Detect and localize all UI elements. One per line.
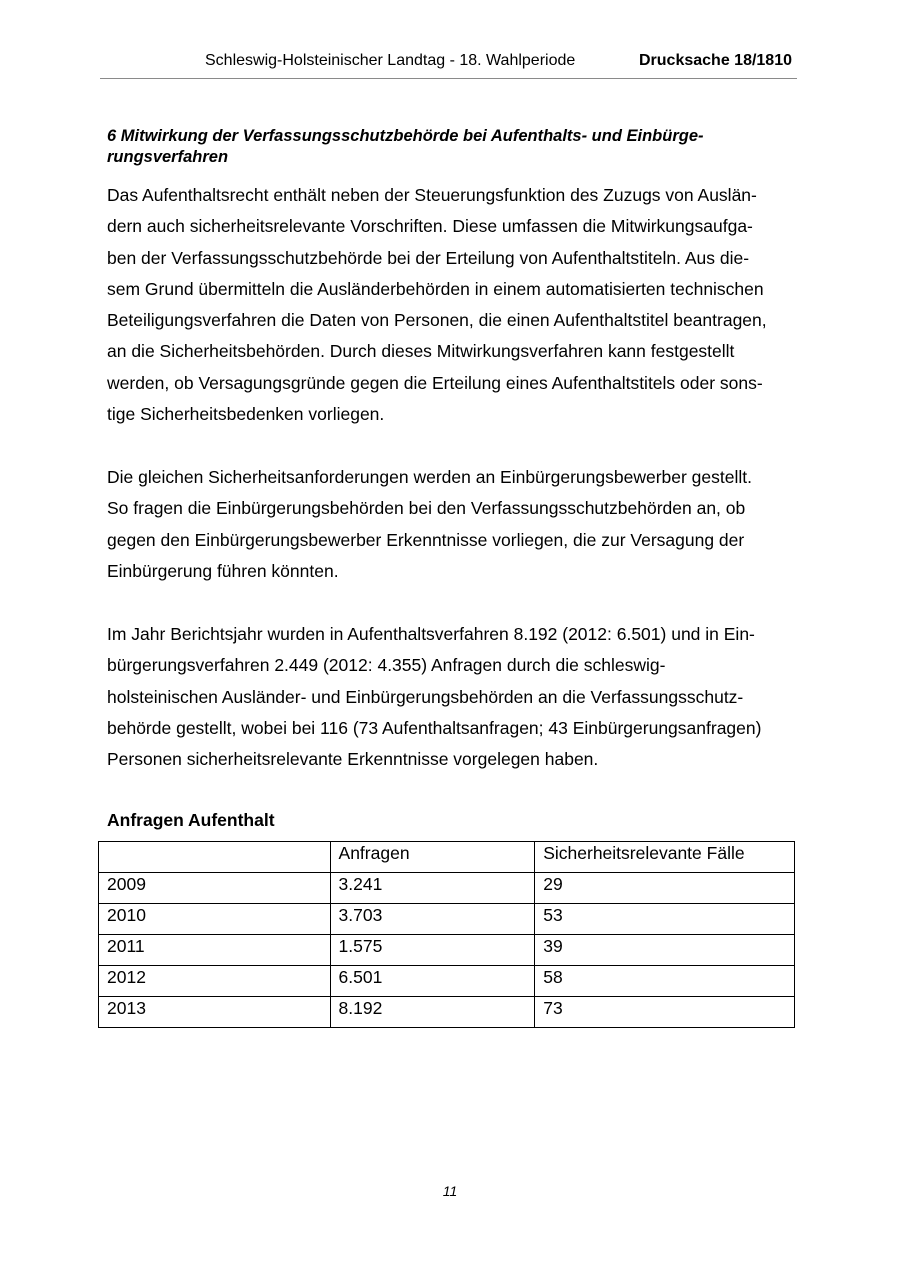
table-cell-year: 2012 [99, 966, 331, 997]
text-line: dern auch sicherheitsrelevante Vorschriften. Diese umfassen die Mitwirkungsaufga- [107, 216, 753, 237]
table-cell-relevant-cases: 53 [535, 904, 795, 935]
section-heading-line: 6 Mitwirkung der Verfassungsschutzbehörde bei Aufenthalts- und Einbürge- [107, 127, 704, 145]
text-line: tige Sicherheitsbedenken vorliegen. [107, 404, 385, 425]
text-line: sem Grund übermitteln die Ausländerbehörden in einem automatisierten technischen [107, 278, 764, 299]
page-header [100, 52, 797, 79]
table-row [99, 904, 795, 935]
text-line: Beteiligungsverfahren die Daten von Personen, die einen Aufenthaltstitel beantragen, [107, 310, 767, 331]
text-line: Im Jahr Berichtsjahr wurden in Aufenthaltsverfahren 8.192 (2012: 6.501) und in Ein- [107, 624, 755, 644]
table-header-cell: Sicherheitsrelevante Fälle [535, 842, 795, 873]
paragraph-naturalization [107, 462, 797, 587]
table-cell-year: 2013 [99, 997, 331, 1028]
table-header-cell: Anfragen [330, 842, 535, 873]
table-cell-requests: 3.703 [330, 904, 535, 935]
table-cell-relevant-cases: 39 [535, 935, 795, 966]
table-row [99, 873, 795, 904]
text-line: ben der Verfassungsschutzbehörde bei der Erteilung von Aufenthaltstiteln. Aus die- [107, 247, 750, 268]
section-heading-line: rungsverfahren [107, 148, 229, 166]
table-header-row [99, 842, 795, 873]
table-cell-year: 2011 [99, 935, 331, 966]
table-row [99, 997, 795, 1028]
table-cell-requests: 1.575 [330, 935, 535, 966]
table-cell-requests: 3.241 [330, 873, 535, 904]
header-document-number: Drucksache 18/1810 [639, 52, 792, 69]
text-line: Personen sicherheitsrelevante Erkenntnisse vorgelegen haben. [107, 749, 599, 770]
table-title: Anfragen Aufenthalt [107, 810, 275, 830]
paragraph-statistics [107, 619, 797, 775]
table-header-cell [99, 842, 331, 873]
text-line: an die Sicherheitsbehörden. Durch dieses Mitwirkungsverfahren kann festgestellt [107, 341, 735, 362]
text-line: Das Aufenthaltsrecht enthält neben der Steuerungsfunktion des Zuzugs von Auslän- [107, 185, 757, 205]
residence-requests-table [98, 841, 795, 1028]
page-number: 11 [442, 1183, 458, 1199]
table-cell-year: 2009 [99, 873, 331, 904]
text-line: bürgerungsverfahren 2.449 (2012: 4.355) Anfragen durch die schleswig- [107, 655, 666, 676]
paragraph-residence-law [107, 180, 797, 430]
table-row [99, 935, 795, 966]
text-line: Einbürgerung führen könnten. [107, 560, 339, 581]
table-cell-relevant-cases: 29 [535, 873, 795, 904]
section-heading [107, 126, 797, 168]
table-cell-requests: 8.192 [330, 997, 535, 1028]
text-line: behörde gestellt, wobei bei 116 (73 Aufenthaltsanfragen; 43 Einbürgerungsanfragen) [107, 717, 762, 738]
text-line: Die gleichen Sicherheitsanforderungen werden an Einbürgerungsbewerber gestellt. [107, 467, 752, 487]
table-cell-relevant-cases: 73 [535, 997, 795, 1028]
table-cell-year: 2010 [99, 904, 331, 935]
text-line: So fragen die Einbürgerungsbehörden bei den Verfassungsschutzbehörden an, ob [107, 498, 746, 519]
table-cell-relevant-cases: 58 [535, 966, 795, 997]
text-line: holsteinischen Ausländer- und Einbürgerungsbehörden an die Verfassungsschutz- [107, 686, 744, 707]
header-parliament-title: Schleswig-Holsteinischer Landtag - 18. Wahlperiode [205, 52, 576, 69]
text-line: gegen den Einbürgerungsbewerber Erkenntnisse vorliegen, die zur Versagung der [107, 529, 745, 550]
text-line: werden, ob Versagungsgründe gegen die Erteilung eines Aufenthaltstitels oder sons- [107, 372, 763, 393]
table-row [99, 966, 795, 997]
table-cell-requests: 6.501 [330, 966, 535, 997]
